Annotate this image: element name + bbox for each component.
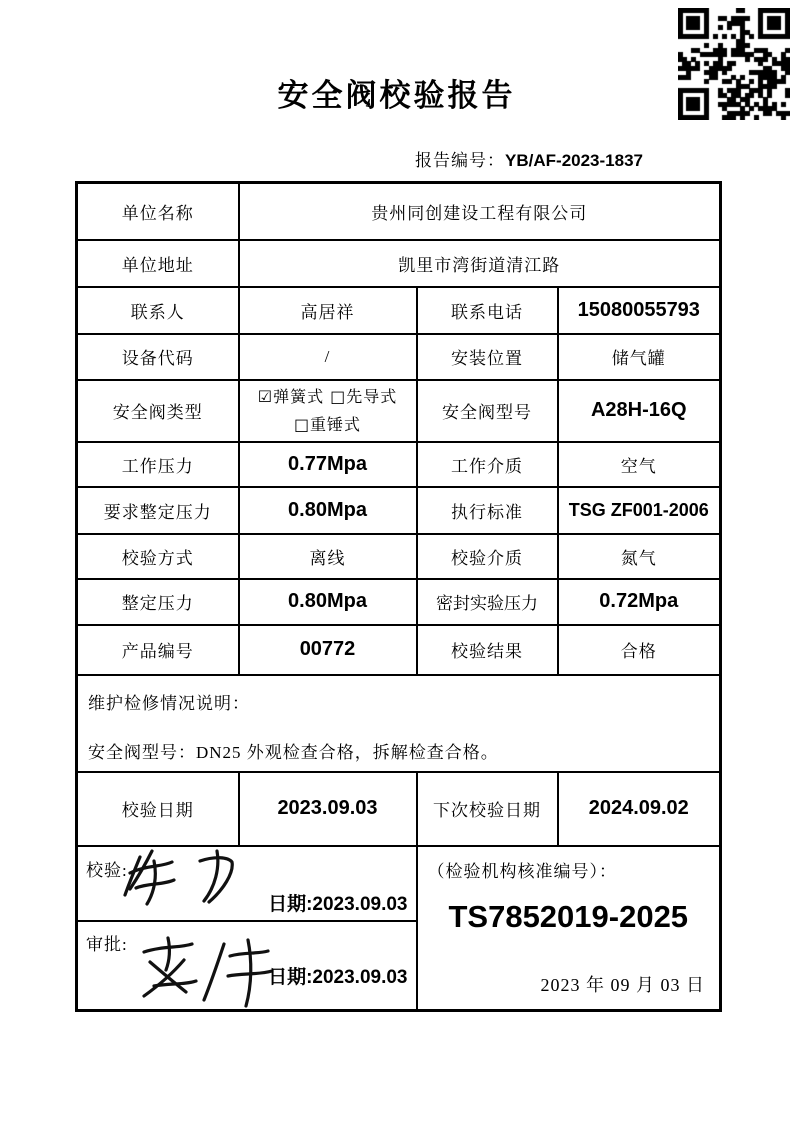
approver-signature (126, 930, 291, 1010)
set-pressure-value: 0.80Mpa (239, 579, 417, 625)
report-table (75, 181, 722, 1012)
calibrator-label: 校验: (86, 860, 128, 880)
maintenance-detail: 安全阀型号：DN25 外观检查合格，拆解检查合格。 (88, 742, 499, 762)
valve-type-options-line1: ☑弹簧式 □先导式 (257, 386, 398, 406)
row-calibration-date (77, 772, 721, 846)
required-set-pressure-label: 要求整定压力 (77, 487, 239, 534)
product-no-value: 00772 (239, 625, 417, 675)
working-pressure-label: 工作压力 (77, 442, 239, 487)
valve-model-value: A28H-16Q (558, 380, 721, 442)
calibrator-date: 日期:2023.09.03 (268, 893, 408, 915)
standard-value: TSG ZF001-2006 (558, 487, 721, 534)
calibrator-signature-cell (77, 846, 417, 921)
working-medium-value: 空气 (558, 442, 721, 487)
maintenance-note (77, 675, 721, 772)
result-label: 校验结果 (417, 625, 558, 675)
row-unit-address (77, 240, 721, 287)
row-working-pressure (77, 442, 721, 487)
install-location-value: 储气罐 (558, 334, 721, 380)
required-set-pressure-value: 0.80Mpa (239, 487, 417, 534)
report-number-value: YB/AF-2023-1837 (505, 151, 643, 170)
approver-label: 审批: (86, 934, 128, 954)
approver-signature-cell (77, 921, 417, 1011)
next-calibration-date-value: 2024.09.02 (558, 772, 721, 846)
row-maintenance (77, 675, 721, 772)
agency-date: 2023 年 09 月 03 日 (540, 975, 706, 995)
calibration-medium-label: 校验介质 (417, 534, 558, 579)
device-code-value: / (239, 334, 417, 380)
seal-test-pressure-value: 0.72Mpa (558, 579, 721, 625)
contact-label: 联系人 (77, 287, 239, 334)
calibrator-signature (118, 846, 268, 913)
row-device-code (77, 334, 721, 380)
page-title: 安全阀校验报告 (277, 78, 516, 113)
report-number-label: 报告编号： (415, 151, 506, 170)
approver-date: 日期:2023.09.03 (268, 967, 408, 988)
row-calibrator-signature (77, 846, 721, 921)
contact-value: 高居祥 (239, 287, 417, 334)
row-set-pressure (77, 579, 721, 625)
set-pressure-label: 整定压力 (77, 579, 239, 625)
device-code-label: 设备代码 (77, 334, 239, 380)
valve-model-label: 安全阀型号 (417, 380, 558, 442)
valve-type-options (239, 380, 417, 442)
phone-label: 联系电话 (417, 287, 558, 334)
calibration-date-value: 2023.09.03 (239, 772, 417, 846)
valve-type-options-line2: □重锤式 (293, 414, 362, 434)
unit-address-value: 凯里市湾街道清江路 (239, 240, 721, 287)
unit-name-label: 单位名称 (77, 183, 239, 240)
qr-code-icon (678, 8, 790, 120)
row-unit-name (77, 183, 721, 240)
calibration-medium-value: 氮气 (558, 534, 721, 579)
agency-cell (417, 846, 721, 1011)
unit-address-label: 单位地址 (77, 240, 239, 287)
phone-value: 15080055793 (558, 287, 721, 334)
row-valve-type (77, 380, 721, 442)
standard-label: 执行标准 (417, 487, 558, 534)
unit-name-value: 贵州同创建设工程有限公司 (239, 183, 721, 240)
next-calibration-date-label: 下次校验日期 (417, 772, 558, 846)
install-location-label: 安装位置 (417, 334, 558, 380)
result-value: 合格 (558, 625, 721, 675)
row-product-no (77, 625, 721, 675)
row-required-set-pressure (77, 487, 721, 534)
calibration-date-label: 校验日期 (77, 772, 239, 846)
report-number (415, 146, 643, 171)
working-medium-label: 工作介质 (417, 442, 558, 487)
maintenance-title: 维护检修情况说明： (88, 693, 250, 713)
agency-approval-number: TS7852019-2025 (448, 898, 689, 934)
row-contact (77, 287, 721, 334)
seal-test-pressure-label: 密封实验压力 (417, 579, 558, 625)
row-calibration-method (77, 534, 721, 579)
calibration-method-label: 校验方式 (77, 534, 239, 579)
product-no-label: 产品编号 (77, 625, 239, 675)
agency-heading: （检验机构核准编号）： (427, 861, 617, 881)
calibration-method-value: 离线 (239, 534, 417, 579)
valve-type-label: 安全阀类型 (77, 380, 239, 442)
working-pressure-value: 0.77Mpa (239, 442, 417, 487)
